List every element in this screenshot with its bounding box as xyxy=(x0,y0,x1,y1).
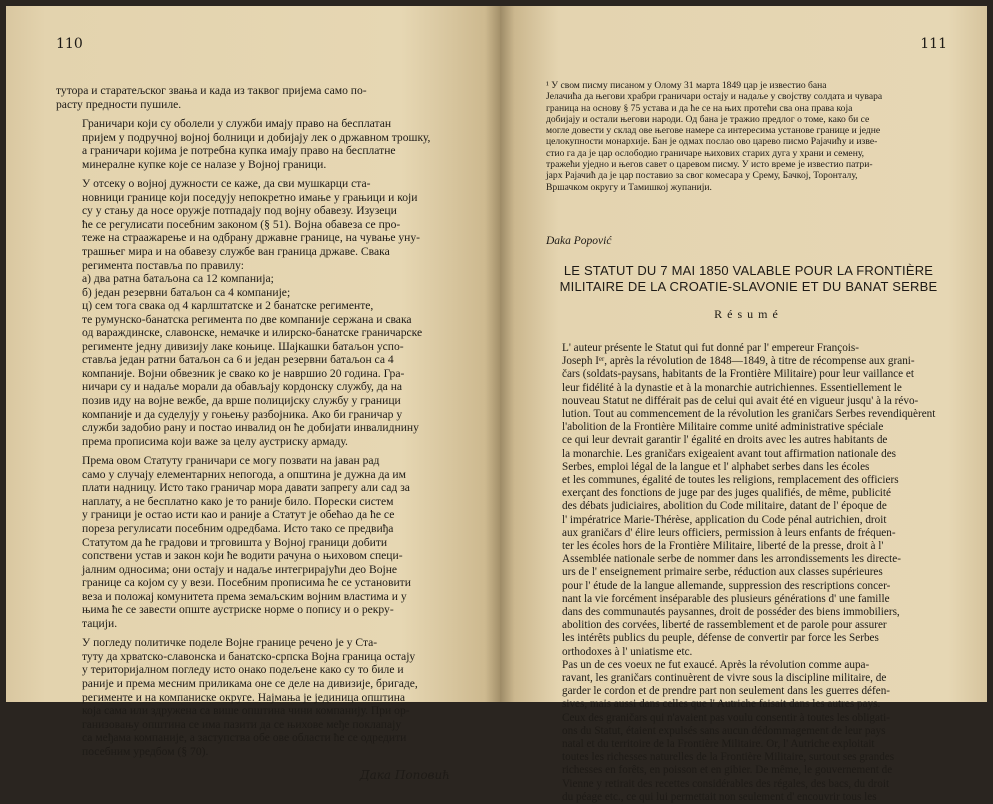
text-line: са међама компаније, а заступства обе ове области ће се одредити xyxy=(82,731,407,745)
right-page-number: 111 xyxy=(920,36,947,52)
text-line: према прописима који важе за целу аустриску армаду. xyxy=(82,434,348,448)
text-line: теже на страажарење и на одбрану државне границе, на чување уну- xyxy=(82,231,421,245)
text-line: су у стању да носе оружје потпадају под војну обавезу. Изузеци xyxy=(82,204,397,218)
right-page xyxy=(500,6,987,803)
paragraph xyxy=(56,286,456,300)
text-line: минералне купке које се налазе у Војној граници. xyxy=(82,157,327,171)
text-line: б) један резервни батаљон са 4 компаније; xyxy=(82,285,291,299)
paragraph xyxy=(56,272,456,286)
paragraph xyxy=(56,636,456,758)
text-line: позив иду на војне вежбе, да врше полицијску службу у граници xyxy=(82,394,401,408)
text-line: Vienne y retirait des recettes considérables des régales, des bacs, du droit xyxy=(562,777,890,790)
text-line: тутора и старатељског звања и када из таквог пријема само по- xyxy=(56,84,367,97)
text-line: leur fidélité à la dynastie et à la monarchie autrichiennes. Essentiellement le xyxy=(562,381,902,394)
footnote-line: граница на основу § 75 устава и да ће се на њих протећи сва она права која xyxy=(546,102,853,114)
text-line: Према овом Статуту граничари се могу позвати на јаван рад xyxy=(82,454,380,468)
text-line: ravant, les graničars continuèrent de vivre sous la discipline militaire, de xyxy=(562,672,887,685)
text-line: la monarchie. Les graničars exigeaient avant tout affirmation nationale des xyxy=(562,447,897,460)
text-line: dans des communautés paysannes, droit de posséder des biens immobiliers, xyxy=(562,606,900,619)
footnote-line: ¹ У свом писму писаном у Олому 31 марта 1849 цар је известио бана xyxy=(546,80,827,91)
text-line: Ceux des graničars qui n'avaient pas voulu consentir à toutes les obligati- xyxy=(562,711,890,724)
text-line: et les communes, égalité de toutes les religions, remplacement des officiers xyxy=(562,474,899,486)
text-line: ничари су и надаље морали да обављају кордонску службу, да на xyxy=(82,380,403,394)
text-line: пореза регулисати посебним одредбама. Исто тако се предвиђа xyxy=(82,521,394,535)
text-line: јалним односима; они остају и надаље интегрирајући део Војне xyxy=(82,562,398,576)
text-line: тацији. xyxy=(82,616,118,630)
text-line: границе са којом су у вези. Посебним прописима ће се установити xyxy=(82,576,411,590)
text-line: ce qui leur devrait garantir l' égalité en droits avec les autres habitants de xyxy=(562,434,888,447)
paragraph xyxy=(56,454,456,630)
text-line: aux graničars d' élire leurs officiers, permission à leurs enfants de fréquen- xyxy=(562,526,896,539)
book-spread xyxy=(6,6,987,803)
article-title xyxy=(546,263,951,295)
footnote-line: могле довести у склад ове његове намере са интересима установе границе и једне xyxy=(546,125,881,137)
text-line: urs de l' enseignement primaire serbe, réduction aux classes supérieures xyxy=(562,566,883,579)
signature: Дака Поповић xyxy=(359,768,450,783)
text-line: која сама или здружена са више општина чини компанију. При ор- xyxy=(82,704,410,718)
title-line: MILITAIRE DE LA CROATIE-SLAVONIE ET DU BANAT SERBE xyxy=(559,278,938,294)
text-line: Serbes, emploi légal de la langue et l' alphabet serbes dans les écoles xyxy=(562,460,870,473)
text-line: toutes les richesses naturelles de la Frontière Militaire, surtout ses grandes xyxy=(562,751,895,764)
text-line: Граничари који су оболели у служби имају право на бесплатан xyxy=(82,117,392,131)
text-line: само у случају елементарних непогода, а општина је дужна да им xyxy=(82,467,406,481)
text-line: служби задобио рану и постао инвалид он ће добијати инвалиднину xyxy=(82,421,419,435)
text-line: pour l' étude de la langue allemande, suppression des rescriptions concer- xyxy=(562,579,891,592)
paragraph xyxy=(56,177,456,272)
text-line: регименте и на компаниске округе. Најмања је јединица општина xyxy=(82,690,406,704)
text-line: Joseph Iᵉʳ, après la révolution de 1848—1849, à titre de récompense aux grani- xyxy=(562,355,915,368)
text-line: пријем у подручној војној болници и добијају лек о државном трошку, xyxy=(82,130,431,144)
text-line: туту да хрватско-славонска и банатско-српска Војна граница остају xyxy=(82,649,416,663)
text-line: веза и положај комунитета према земаљским војним властима и у xyxy=(82,589,407,603)
paragraph xyxy=(56,117,456,171)
text-line: garder le cordon et de prendre part non seulement dans les guerres défen- xyxy=(562,685,891,698)
footnote-line: Јелачића да његови храбри граничари остају и надаље у својству солдата и чувара xyxy=(546,91,883,103)
text-line: ганизовању општина се има пазити да се њихове међе поклапају xyxy=(82,717,402,731)
footnote xyxy=(546,80,951,193)
text-line: сопствени устав и закон који ће водити рачуна о њиховом специ- xyxy=(82,549,403,563)
text-line: посебним уредбом (§ 70). xyxy=(82,744,209,758)
text-line: sives, mais aussi dans celles que l' Autriche faisait dans les autres pays. xyxy=(562,698,881,711)
left-page-body xyxy=(56,84,456,758)
text-line: од вараждинске, славонске, немачке и илирско-банатске граничарске xyxy=(82,326,423,340)
text-line: а граничари којима је потребна купка имају право на бесплатне xyxy=(82,144,396,158)
text-line: а) два ратна батаљона са 12 компанија; xyxy=(82,272,274,286)
text-line: nant la vie forcément inséparable des plusieurs générations d' une famille xyxy=(562,592,890,605)
title-line: LE STATUT DU 7 MAI 1850 VALABLE POUR LA FRONTIÈRE xyxy=(563,262,934,278)
footnote-line: добијају и остали његови народи. Од бана је тражио предлог о томе, како би се xyxy=(546,113,870,125)
article-author: Daka Popović xyxy=(546,234,612,247)
text-line: l'abolition de la Frontière Militaire comme unité administrative spéciale xyxy=(562,421,884,434)
text-line: њима ће се завести опште аустриске норме о попису и о рекру- xyxy=(82,603,394,617)
left-page-number: 110 xyxy=(56,36,83,52)
text-line: Assemblée nationale serbe de nommer dans les arrondissements les directe- xyxy=(562,553,901,566)
paragraph xyxy=(56,299,456,448)
text-line: exerçant des fonctions de juge par des juges qualifiés, de même, publicité xyxy=(562,487,891,500)
text-line: l' impératrice Marie-Thérèse, application du Code pénal autrichien, droit xyxy=(562,513,887,526)
text-line: расту предности пушиле. xyxy=(56,97,182,111)
text-line: natal et du territoire de la Frontière Militaire. Or, l' Autriche exploitait xyxy=(562,738,875,751)
text-line: компаније. Војни обвезник је свако ко је навршио 20 година. Гра- xyxy=(82,366,405,380)
text-line: ter les écoles hors de la Frontière Militaire, liberté de la presse, droit à l' xyxy=(562,540,884,553)
footnote-line: Вршачком округу и Тамишкој жупанији. xyxy=(546,181,712,193)
text-line: регименте једну дивизију лаке коњице. Шајкашки батаљон успо- xyxy=(82,339,404,353)
text-line: у граници је остао исти као и раније а Статут је обећао да ће се xyxy=(82,508,395,522)
text-line: плати надницу. Исто тако граничар мора давати запрегу али сад за xyxy=(82,481,410,495)
paragraph xyxy=(546,342,951,659)
text-line: У погледу политичке поделе Војне границе речено је у Ста- xyxy=(82,636,378,650)
text-line: У отсеку о војној дужности се каже, да сви мушкарци ста- xyxy=(82,177,371,191)
text-line: du péage etc., ce qui lui permettait non seulement d' encouvrir tous les xyxy=(562,790,877,803)
text-line: трашњег мира и на обавезу службе ван граница државе. Свака xyxy=(82,245,390,259)
left-page xyxy=(6,6,500,783)
text-line: ons du Statut, étaient expulsés sans aucun dédommagement de leur pays xyxy=(562,724,886,737)
text-line: L' auteur présente le Statut qui fut donné par l' empereur François- xyxy=(562,341,859,354)
resume-heading: Résumé xyxy=(714,306,783,321)
text-line: компаније и да суделују у гоњењу разбојника. Ако би граничар у xyxy=(82,407,403,421)
text-line: ће се регулисати посебним законом (§ 51). Војна обавеза се про- xyxy=(82,217,401,231)
text-line: nouveau Statut ne différait pas de celui qui avait été en vigueur jusqu' à la révo- xyxy=(562,394,919,407)
text-line: те румунско-банатска регимента по две компаније сержана и свака xyxy=(82,312,412,326)
footnote-line: стио га да је цар ослободио граничаре њихових старих дуга у храни и семену, xyxy=(546,147,865,159)
paragraph xyxy=(56,84,456,111)
text-line: у територијалном погледу исто онако подељене како су то биле и xyxy=(82,663,404,677)
footnote-line: тражећи уједно и његов савет о царевом писму. У исто време је известио патри- xyxy=(546,159,873,171)
text-line: les intérêts publics du peuple, défense de convertir par force les Serbes xyxy=(562,632,879,645)
right-page-body xyxy=(546,342,951,804)
text-line: richesses en forêts, en poisson et en gibier. De même, le gouvernement de xyxy=(562,764,893,777)
text-line: lution. Tout au commencement de la révolution les graničars Serbes revendiquèrent xyxy=(562,407,936,420)
text-line: Статутом да ће градови и трговишта у Војној граници добити xyxy=(82,535,388,549)
text-line: раније и према месним приликама оне се деле на дивизије, бригаде, xyxy=(82,676,418,690)
paragraph xyxy=(546,659,951,804)
text-line: orthodoxes à l' uniatisme etc. xyxy=(562,645,693,658)
text-line: наплату, а не бесплатно како је то раније било. Порески систем xyxy=(82,494,394,508)
text-line: регимента поставља по правилу: xyxy=(82,258,244,272)
footnote-line: целокупности монархије. Бан је одмах послао ово царево писмо Рајачићу и изве- xyxy=(546,136,878,148)
text-line: des débats judiciaires, abolition du Code militaire, datant de l' époque de xyxy=(562,500,887,513)
text-line: ставља један ратни батаљон са 6 и један резервни батаљон са 4 xyxy=(82,353,394,367)
text-line: ц) сем тога свака од 4 карлштатске и 2 банатске регименте, xyxy=(82,299,374,313)
text-line: Pas un de ces voeux ne fut exaucé. Après la révolution comme aupa- xyxy=(562,658,870,671)
footnote-line: јарх Рајачић да је цар поставио за свог комесара у Срему, Бачкој, Торонталу, xyxy=(546,170,858,182)
text-line: новници границе који поседују непокретно имање у грањици и који xyxy=(82,190,418,204)
text-line: čars (soldats-paysans, habitants de la Frontière Militaire) pour leur vaillance et xyxy=(562,368,914,381)
text-line: abolition des corvées, liberté de rassemblement et de parole pour assurer xyxy=(562,619,887,632)
